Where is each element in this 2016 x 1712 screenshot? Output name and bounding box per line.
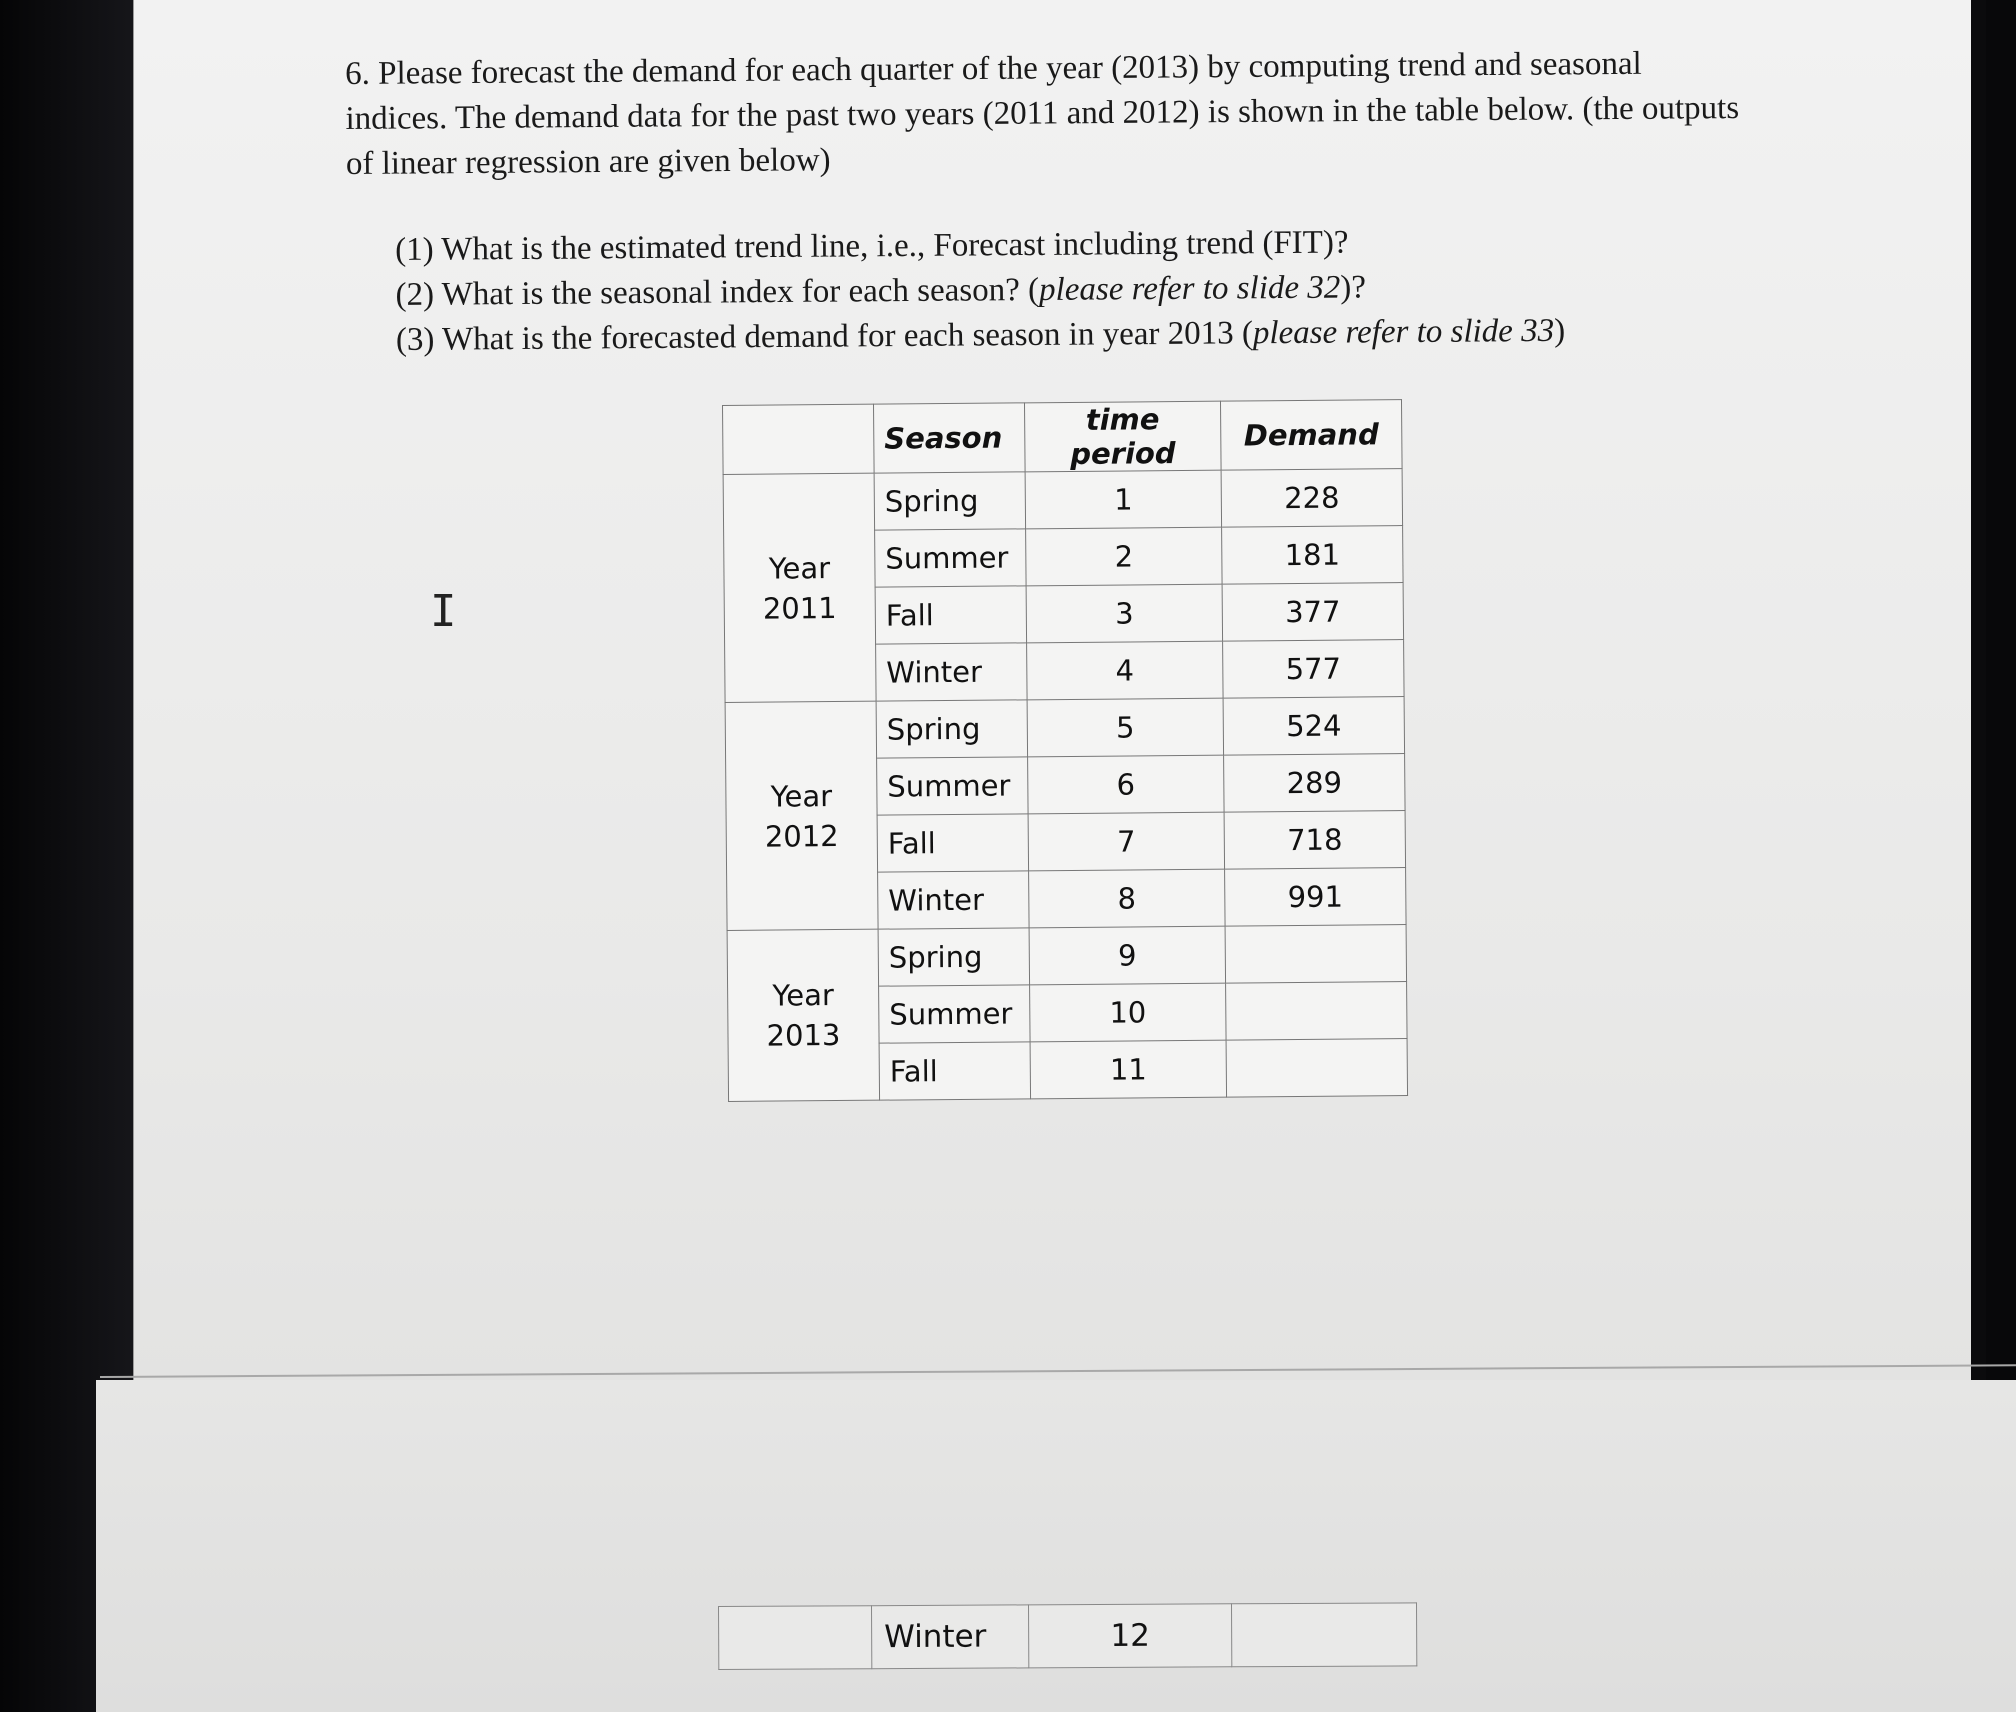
demand-cell bbox=[1226, 1039, 1407, 1098]
season-cell: Winter bbox=[876, 643, 1027, 701]
period-cell: 1 bbox=[1025, 470, 1221, 529]
season-cell: Fall bbox=[879, 1042, 1030, 1100]
period-cell: 11 bbox=[1030, 1040, 1226, 1099]
demand-cell: 577 bbox=[1223, 640, 1404, 699]
period-cell: 8 bbox=[1029, 869, 1225, 928]
sub-question-1: (1) What is the estimated trend line, i.e., Forecast including trend (FIT)? bbox=[395, 224, 1349, 268]
season-cell: Fall bbox=[877, 814, 1028, 872]
sub-questions bbox=[395, 217, 1746, 363]
demand-cell bbox=[1231, 1603, 1416, 1667]
season-cell: Winter bbox=[872, 1605, 1029, 1669]
year-cell-empty bbox=[719, 1606, 872, 1670]
period-cell: 7 bbox=[1028, 812, 1224, 871]
question-intro bbox=[345, 41, 1746, 187]
demand-cell bbox=[1226, 982, 1407, 1041]
header-corner-cell bbox=[723, 404, 875, 474]
demand-cell: 524 bbox=[1223, 697, 1404, 756]
table-row bbox=[727, 925, 1406, 988]
question-intro-text: 6. Please forecast the demand for each quarter of the year (2013) by computing trend and seasonal indices. The demand data for the past two years (2011 and 2012) is shown in the table below. (the outputs of linear regression are given below) bbox=[345, 45, 1740, 182]
demand-cell: 228 bbox=[1221, 469, 1402, 528]
table-header-row bbox=[723, 400, 1403, 475]
table-row bbox=[719, 1603, 1417, 1670]
period-cell: 10 bbox=[1030, 983, 1226, 1042]
year-2011-cell: Year 2011 bbox=[723, 473, 876, 702]
season-cell: Summer bbox=[879, 985, 1030, 1043]
demand-cell bbox=[1225, 925, 1406, 984]
demand-cell: 289 bbox=[1224, 754, 1405, 813]
demand-cell: 718 bbox=[1224, 811, 1405, 870]
year-2012-cell: Year 2012 bbox=[725, 701, 878, 930]
period-cell: 3 bbox=[1026, 584, 1222, 643]
period-cell: 9 bbox=[1029, 926, 1225, 985]
text-cursor-icon: I bbox=[430, 586, 457, 637]
period-cell: 2 bbox=[1026, 527, 1222, 586]
table-row bbox=[725, 697, 1404, 760]
season-cell: Spring bbox=[878, 928, 1029, 986]
table-row bbox=[723, 469, 1402, 532]
demand-cell: 991 bbox=[1225, 868, 1406, 927]
sub-question-3: (3) What is the forecasted demand for each season in year 2013 (please refer to slide 33) bbox=[395, 312, 1566, 358]
demand-cell: 181 bbox=[1222, 526, 1403, 585]
year-2013-cell: Year 2013 bbox=[727, 929, 879, 1101]
period-cell: 6 bbox=[1028, 755, 1224, 814]
season-cell: Spring bbox=[876, 700, 1027, 758]
season-cell: Winter bbox=[878, 871, 1029, 929]
period-cell: 5 bbox=[1027, 698, 1223, 757]
season-cell: Summer bbox=[875, 529, 1026, 587]
season-cell: Spring bbox=[874, 472, 1025, 530]
header-demand: Demand bbox=[1220, 400, 1402, 471]
period-cell: 4 bbox=[1027, 641, 1223, 700]
season-cell: Summer bbox=[877, 757, 1028, 815]
demand-table bbox=[722, 399, 1408, 1102]
demand-table-continued bbox=[718, 1602, 1417, 1670]
sub-question-2: (2) What is the seasonal index for each season? (please refer to slide 32)? bbox=[395, 269, 1367, 313]
demand-cell: 377 bbox=[1222, 583, 1403, 642]
header-time-period: time period bbox=[1024, 401, 1221, 472]
season-cell: Fall bbox=[875, 586, 1026, 644]
header-season: Season bbox=[873, 403, 1025, 473]
period-cell: 12 bbox=[1028, 1604, 1231, 1668]
